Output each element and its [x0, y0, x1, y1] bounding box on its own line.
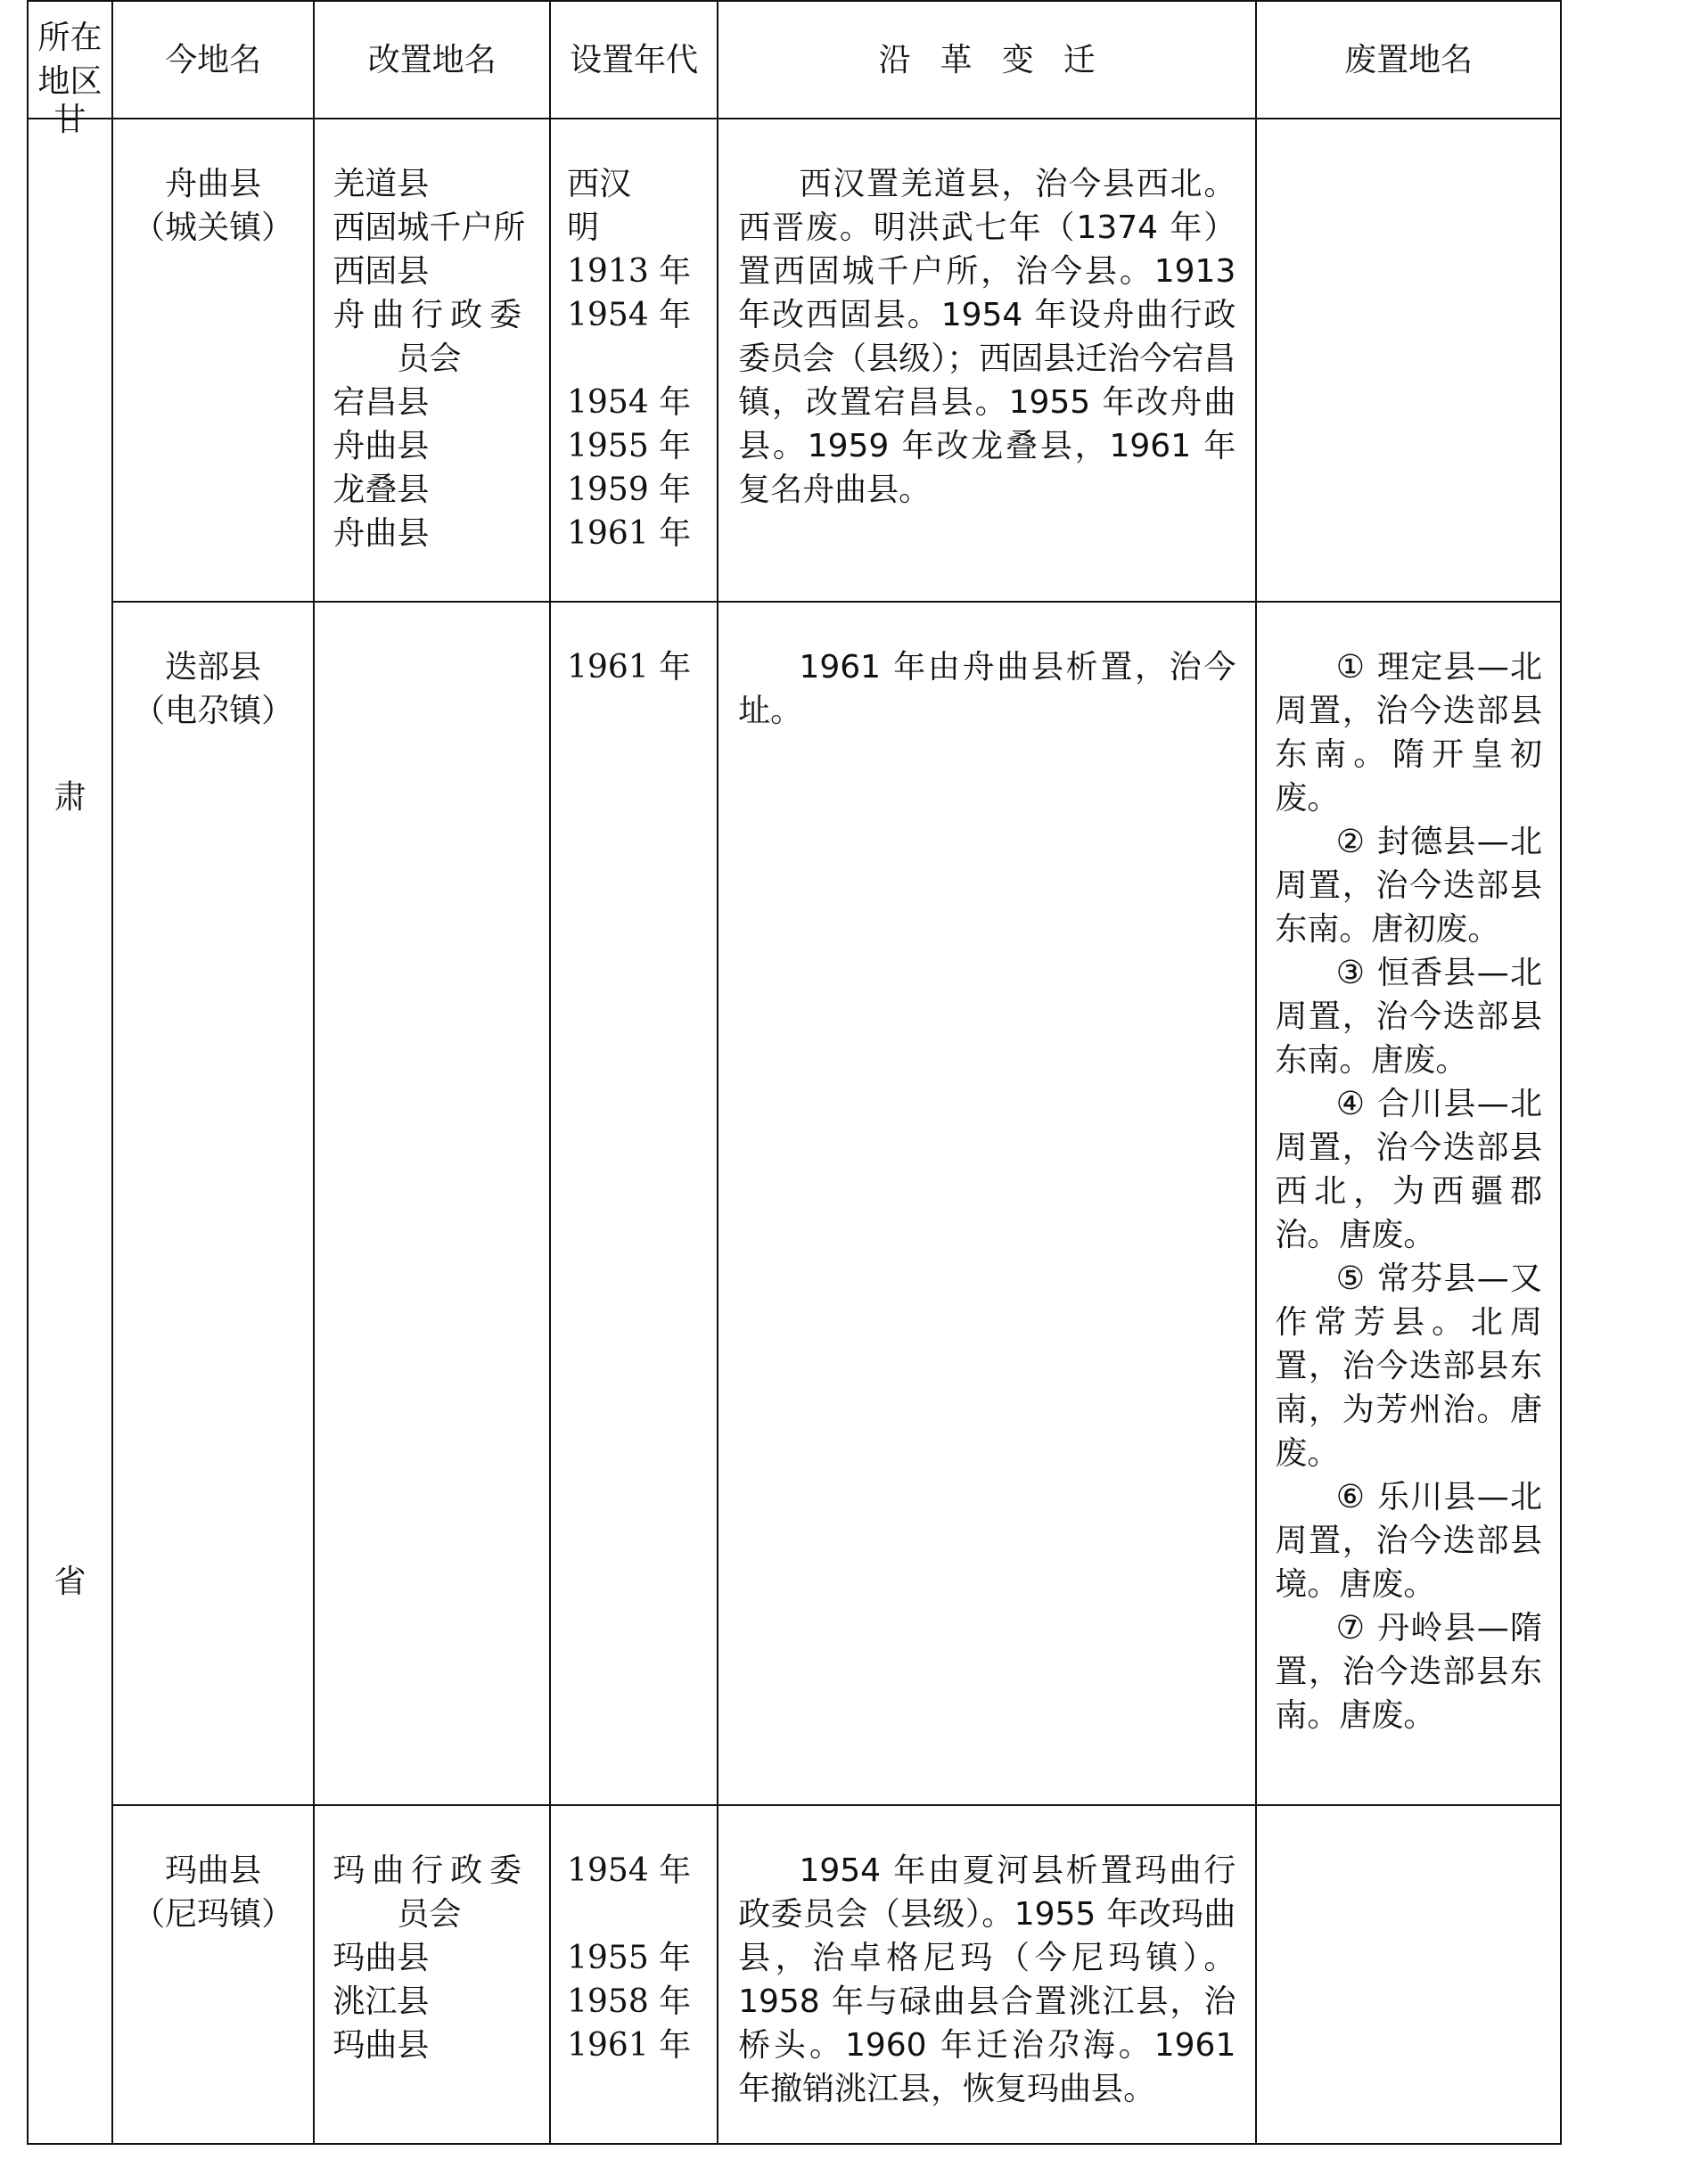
- region-char: 肃: [53, 778, 86, 816]
- header-abolished: 废置地名: [1256, 1, 1561, 119]
- year-cell: [550, 119, 718, 602]
- renamed-item: 玛曲行政委: [332, 1851, 529, 1889]
- year-item: 1955 年: [567, 1939, 692, 1976]
- year-item: 1954 年: [567, 297, 692, 333]
- renamed-item: 玛曲县: [332, 1939, 430, 1976]
- current-name-cell: [112, 1805, 314, 2144]
- renamed-cell: [314, 1805, 550, 2144]
- renamed-item: 西固城千户所: [332, 209, 526, 246]
- header-region-line2: 地区: [37, 63, 103, 100]
- seat-name: （尼玛镇）: [133, 1895, 294, 1933]
- year-item: 1958 年: [567, 1983, 692, 2020]
- renamed-cell: [314, 602, 550, 1804]
- region-char: 甘: [53, 101, 86, 138]
- year-item: 1954 年: [567, 384, 692, 421]
- year-item-blank: [567, 337, 717, 381]
- header-current-name: 今地名: [112, 1, 314, 119]
- table-row: [28, 1805, 1561, 2144]
- abolished-item: ⑦ 丹岭县—隋置，治今迭部县东南。唐废。: [1275, 1610, 1542, 1735]
- abolished-item: ⑥ 乐川县—北周置，治今迭部县境。唐废。: [1275, 1479, 1542, 1604]
- header-year: 设置年代: [550, 1, 718, 119]
- history-cell: [718, 119, 1256, 602]
- year-item: 1961 年: [567, 515, 692, 552]
- abolished-item: ③ 恒香县—北周置，治今迭部县东南。唐废。: [1275, 955, 1542, 1080]
- year-item: 1954 年: [567, 1851, 692, 1889]
- renamed-item: 宕昌县: [332, 384, 430, 421]
- abolished-item: ② 封德县—北周置，治今迭部县东南。唐初废。: [1275, 824, 1542, 948]
- year-item: 1961 年: [567, 649, 692, 686]
- renamed-item: 员会: [397, 341, 462, 377]
- header-renamed: 改置地名: [314, 1, 550, 119]
- renamed-item: 洮江县: [332, 1983, 430, 2020]
- history-cell: [718, 1805, 1256, 2144]
- year-item: 明: [567, 209, 600, 246]
- renamed-item: 舟曲县: [332, 428, 430, 464]
- current-name-cell: [112, 602, 314, 1804]
- seat-name: （城关镇）: [133, 209, 294, 246]
- header-region-line1: 所在: [37, 20, 103, 56]
- renamed-item: 玛曲县: [332, 2026, 430, 2064]
- year-item-blank: [567, 1893, 717, 1936]
- history-table: [27, 0, 1562, 2145]
- renamed-item: 舟曲县: [332, 515, 430, 552]
- year-cell: [550, 1805, 718, 2144]
- history-text: 西汉置羌道县，治今县西北。西晋废。明洪武七年（1374 年）置西固城千户所，治今县。1913 年改西固县。1954 年设舟曲行政委员会（县级）；西固县迁治今宕昌镇，改置宕昌县。1955 年改舟曲县。1959 年改龙叠县，1961 年复名舟曲县。: [738, 166, 1236, 508]
- abolished-item: ① 理定县—北周置，治今迭部县东南。隋开皇初废。: [1275, 649, 1542, 817]
- abolished-item: ⑤ 常芬县—又作常芳县。北周置，治今迭部县东南，为芳州治。唐废。: [1275, 1260, 1542, 1473]
- current-name: 迭部县: [165, 649, 262, 686]
- renamed-item: 员会: [397, 1895, 462, 1933]
- year-item: 1959 年: [567, 472, 692, 508]
- renamed-item: 舟曲行政委: [332, 297, 529, 333]
- renamed-cell: [314, 119, 550, 602]
- year-item: 1913 年: [567, 253, 692, 290]
- year-item: 西汉: [567, 166, 632, 202]
- renamed-item: 龙叠县: [332, 472, 430, 508]
- renamed-item: 羌道县: [332, 166, 430, 202]
- header-row: [28, 1, 1561, 119]
- seat-name: （电尕镇）: [133, 693, 294, 730]
- region-char: 省: [53, 1563, 86, 1600]
- abolished-cell: [1256, 119, 1561, 602]
- abolished-cell: [1256, 1805, 1561, 2144]
- abolished-item: ④ 合川县—北周置，治今迭部县西北，为西疆郡治。唐废。: [1275, 1086, 1542, 1254]
- year-cell: [550, 602, 718, 1804]
- year-item: 1961 年: [567, 2026, 692, 2064]
- region-cell: [28, 101, 112, 2144]
- table-row: [28, 119, 1561, 602]
- current-name: 玛曲县: [165, 1851, 262, 1889]
- abolished-cell: [1256, 602, 1561, 1804]
- table-row: [28, 602, 1561, 1804]
- history-cell: [718, 602, 1256, 1804]
- history-text: 1954 年由夏河县析置玛曲行政委员会（县级）。1955 年改玛曲县，治卓格尼玛（今尼玛镇）。1958 年与碌曲县合置洮江县，治桥头。1960 年迁治尕海。1961 年撤销洮江县，恢复玛曲县。: [738, 1851, 1236, 2107]
- history-text: 1961 年由舟曲县析置，治今址。: [738, 649, 1236, 730]
- current-name: 舟曲县: [165, 166, 262, 202]
- header-history: 沿 革 变 迁: [718, 1, 1256, 119]
- current-name-cell: [112, 119, 314, 602]
- renamed-item: 西固县: [332, 253, 430, 290]
- year-item: 1955 年: [567, 428, 692, 464]
